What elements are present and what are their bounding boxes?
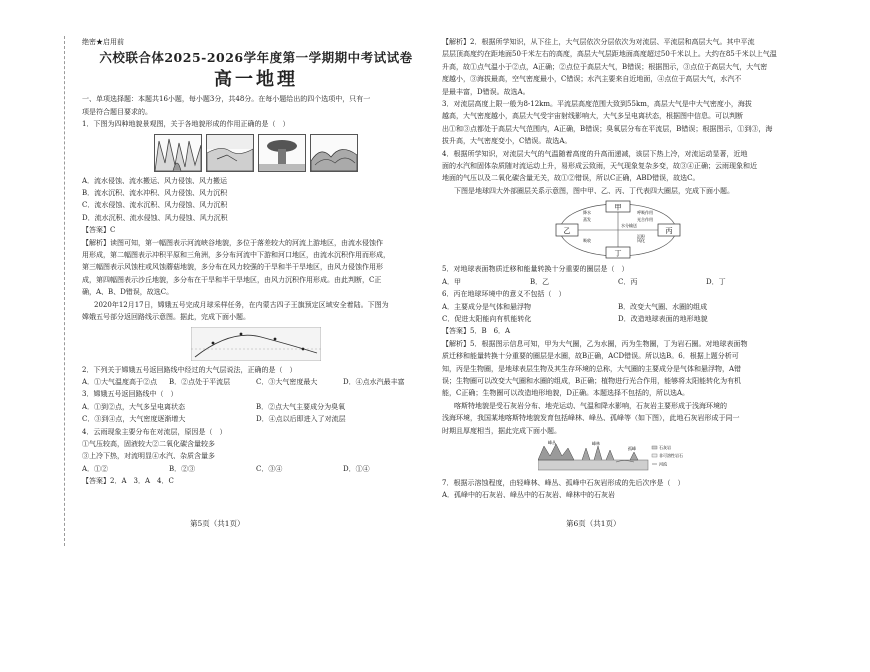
q5-options — [442, 276, 794, 288]
analysis-2-line: 是最丰富，D错误。故选A。 — [442, 87, 530, 96]
q3-option-a: A．①到②点，大气多呈电离状态 — [82, 402, 186, 411]
analysis-2-line: 度越小，③海拔最高，空气密度最小，C错误；水汽主要来自近地面，④点位于高层大气，水汽不 — [442, 75, 742, 84]
analysis-3-line: 3．对流层高度上限一般为8-12km。平流层高度范围大致到55km，高层大气是中大气密度小，海拔 — [442, 100, 752, 109]
karst-label: 峰丛 — [548, 439, 556, 445]
q5-option-b: B．乙 — [530, 277, 550, 286]
q3-option-d: D．④点以后即进入了对流层 — [256, 415, 346, 424]
karst-legend-label: 石灰岩 — [659, 444, 671, 450]
passage-7: 浅海环境，我国某地喀斯特地貌发育包括峰林、峰丛、孤峰等（如下图），此地石灰岩形成于同一 — [442, 414, 740, 423]
diagram-label: 水分输送 — [621, 223, 637, 229]
analysis-5-6-line: 【解析】5．根据图示信息可知，甲为大气圈，乙为水圈，丙为生物圈，丁为岩石圈。对地球表面物 — [442, 339, 748, 348]
diagram-label: 沉积 — [637, 234, 645, 240]
question-5-stem: 5．对地球表面物质迁移和能量转换十分重要的圈层是（ ） — [442, 265, 629, 274]
q1-analysis-line: 第三幅图表示风蚀柱或风蚀蘑菇地貌，多分布在风力较强的干旱和半干旱地区，由风力侵蚀作用形 — [82, 263, 383, 272]
q4-option-b: B．②③ — [169, 464, 196, 473]
karst-label: 峰林 — [592, 440, 600, 446]
question-6-stem: 6．丙在地球环境中的意义不包括（ ） — [442, 290, 566, 299]
q3-option-c: C．③到④点，大气密度逐渐增大 — [82, 415, 186, 424]
question-7-stem: 7．根据示溶蚀程度，由轻峰林、峰丛、孤峰中石灰岩形成的先后次序是（ ） — [442, 478, 685, 487]
page-number-left: 第5页（共1页） — [190, 519, 245, 528]
passage-2: 2020年12月17日，嫦娥五号完成月球采样任务，在内蒙古四子王旗预定区域安全着陆。下图为 — [94, 300, 389, 309]
analysis-3-line: 拔升高，大气密度变小，C错误。故选A。 — [442, 137, 572, 146]
karst-diagram — [538, 440, 698, 474]
secret-label: 绝密★启用前 — [82, 38, 124, 46]
left-column — [82, 36, 430, 488]
question-4-stem: 4．云雨现象主要分布在对流层，原因是（ ） — [82, 427, 227, 436]
right-column — [442, 36, 794, 502]
analysis-4-line: 面的水汽和固体杂质随对流运动上升，易形成云致雨，天气现象复杂多变，故③④正确；云雨现象和近 — [442, 162, 757, 171]
passage-7: 喀斯特地貌是受石灰岩分布、地壳运动、气温和降水影响，石灰岩主要形成于浅海环境的 — [454, 401, 727, 410]
q5-option-a: A．甲 — [442, 277, 462, 286]
analysis-2-line: 【解析】2．根据所学知识，从下往上，大气层依次分层依次为对流层、平流层和高层大气。其中平流 — [442, 38, 755, 46]
diagram-label: 呼吸作用 — [637, 210, 653, 216]
q4-condition: ③上冷下热，对流明显④水汽、杂质含量多 — [82, 452, 215, 461]
q2-option-a: A．①大气温度高于②点 — [82, 377, 158, 386]
delta-figure — [206, 134, 254, 172]
diagram-label: 降水 — [583, 210, 591, 216]
diagram-label: 吸收 — [583, 238, 591, 244]
question-3-stem: 3．嫦娥五号返回路线中（ ） — [82, 390, 178, 399]
instruction-line: 项是符合题目要求的。 — [82, 107, 152, 116]
q3-option-b: B．②点大气主要成分为臭氧 — [256, 402, 346, 411]
binding-line — [64, 36, 65, 546]
karst-label: 孤峰 — [628, 445, 636, 451]
q7-option-a: A．孤峰中的石灰岩、峰丛中的石灰岩、峰林中的石灰岩 — [442, 491, 616, 500]
diagram-label: 蒸发 — [583, 217, 591, 223]
q1-option-a: A．流水侵蚀、流水搬运、风力侵蚀、风力搬运 — [82, 176, 228, 185]
analysis-2-line: 层层顶高度约在距地面50千米左右的高度，高层大气层距地面高度超过50千米以上。大约在85千米以上气温 — [442, 50, 777, 59]
page-number-right: 第6页（共1页） — [566, 519, 621, 528]
q1-analysis-line: 【解析】读图可知，第一幅图表示河流峡谷地貌，多位于落差较大的河流上游地区，由流水侵蚀作 — [82, 238, 383, 247]
mushroom-rock-figure — [258, 134, 306, 172]
q2-option-c: C．③大气密度最大 — [256, 377, 318, 386]
karst-legend-label: 非可溶性岩石 — [659, 452, 683, 458]
diagram-label: 风化 — [637, 238, 645, 244]
q1-analysis-line: 用形成，第二幅图表示冲积平原和三角洲，多分布河流中下游和河口地区，由流水沉积作用而形成， — [82, 251, 390, 260]
q4-option-a: A．①② — [82, 464, 109, 473]
q6-option-c: C．促进太阳能向有机能转化 — [442, 314, 532, 323]
q1-analysis-line: 成，第四幅图表示沙丘地貌，多分布在干旱和半干旱地区，由风力沉积作用形成。由此判断，C正 — [82, 275, 382, 284]
analysis-5-6-line: 质迁移和能量转换十分重要的圈层是水圈，故B正确，ACD错误。所以选B。6．根据上题分析可 — [442, 352, 739, 361]
q5-option-d: D．丁 — [706, 277, 726, 286]
q2-options — [82, 376, 430, 388]
landform-figures — [82, 134, 430, 172]
q6-option-b: B．改变大气圈、水圈的组成 — [618, 302, 708, 311]
q2-option-b: B．②点处于平流层 — [169, 377, 231, 386]
sphere-box-ding: 丁 — [614, 249, 622, 258]
analysis-3-line: 越高，大气密度越小，高层大气受宇宙射线影响大，大气多呈电离状态，根据图中信息。可以判断 — [442, 112, 743, 121]
q5-option-c: C．丙 — [618, 277, 638, 286]
q1-answer: 【答案】C — [82, 226, 116, 235]
passage-2: 嫦娥五号部分返回路线示意图。据此，完成下面小题。 — [82, 313, 250, 322]
analysis-3-line: 出①和③点都处于高层大气范围内，A正确，B错误；臭氧层分布在平流层，B错误；根据图示，①到③，海 — [442, 124, 773, 133]
subject-title: 高一地理 — [214, 69, 298, 91]
q1-option-d: D．流水沉积、流水侵蚀、风力侵蚀、风力沉积 — [82, 213, 228, 222]
spheres-diagram — [553, 200, 683, 260]
q6-options — [442, 301, 794, 326]
analysis-4-line: 4．根据所学知识，对流层大气的气温随着高度的升高而递减，该层下热上冷，对流运动显著，近地 — [442, 149, 748, 158]
return-route-diagram — [191, 327, 321, 361]
instruction-line: 一、单项选择题：本题共16小题，每小题3分，共48分。在每小题给出的四个选项中，只有一 — [82, 95, 371, 104]
diagram-label: 光合作用 — [637, 217, 653, 223]
sand-dune-figure — [310, 134, 358, 172]
analysis-4-line: 地面的气压以及二氧化碳含量无关，故①②错误，所以C正确，ABD错误，故选C。 — [442, 174, 700, 183]
passage-5: 下图是地球四大外部圈层关系示意图，图中甲、乙、丙、丁代表四大圈层，完成下面小题。 — [454, 186, 734, 195]
q6-option-a: A．主要成分是气体和悬浮物 — [442, 302, 532, 311]
analysis-2-line: 升高，故①点气温小于②点，A正确；②点位于高层大气，B错误；根据图示，③点位于高层大气，大气密 — [442, 62, 768, 71]
q4-option-c: C．③④ — [256, 464, 283, 473]
q6-option-d: D．改造地球表面的地形地貌 — [618, 314, 708, 323]
q1-analysis-line: 确，A、B、D错误，故选C。 — [82, 288, 174, 297]
exam-title: 六校联合体2025-2026学年度第一学期期中考试试卷 — [99, 50, 413, 66]
question-1-stem: 1．下图为四种地貌景观图，关于各地貌形成的作用正确的是（ ） — [82, 120, 290, 129]
sphere-box-yi: 乙 — [563, 227, 571, 236]
analysis-5-6-line: 能，C正确；生物圈可以改造地形地貌，D正确。本题选择不包括的，所以选A。 — [442, 389, 690, 398]
question-2-stem: 2．下列关于嫦娥五号返回路线中经过的大气层说法，正确的是（ ） — [82, 365, 297, 374]
analysis-5-6-line: 误；生物圈可以改变大气圈和水圈的组成，B正确；植物进行光合作用，能够将太阳能转化为有机 — [442, 376, 742, 385]
q3-options — [82, 401, 430, 426]
q1-option-b: B．流水沉积、流水冲积、风力侵蚀、风力沉积 — [82, 189, 228, 198]
canyon-figure — [154, 134, 202, 172]
q1-option-c: C．流水侵蚀、流水沉积、风力侵蚀、风力沉积 — [82, 201, 228, 210]
answer-2-4: 【答案】2．A 3．A 4．C — [82, 477, 174, 486]
analysis-5-6-line: 知，丙是生物圈，是地球表层生物及其生存环境的总称，大气圈的主要成分是气体和悬浮物，A错 — [442, 364, 742, 373]
sphere-box-jia: 甲 — [614, 203, 622, 212]
sphere-box-bing: 丙 — [665, 227, 673, 236]
q4-condition: ①气压较高，固液较大②二氧化碳含量较多 — [82, 439, 215, 448]
answer-5-6: 【答案】5．B 6．A — [442, 327, 511, 336]
q4-option-d: D．①④ — [343, 464, 370, 473]
passage-7: 时期且厚度相当，据此完成下面小题。 — [442, 426, 561, 435]
q4-options — [82, 463, 430, 475]
karst-legend-label: 河流 — [659, 461, 667, 467]
q2-option-d: D．④点水汽最丰富 — [343, 377, 405, 386]
